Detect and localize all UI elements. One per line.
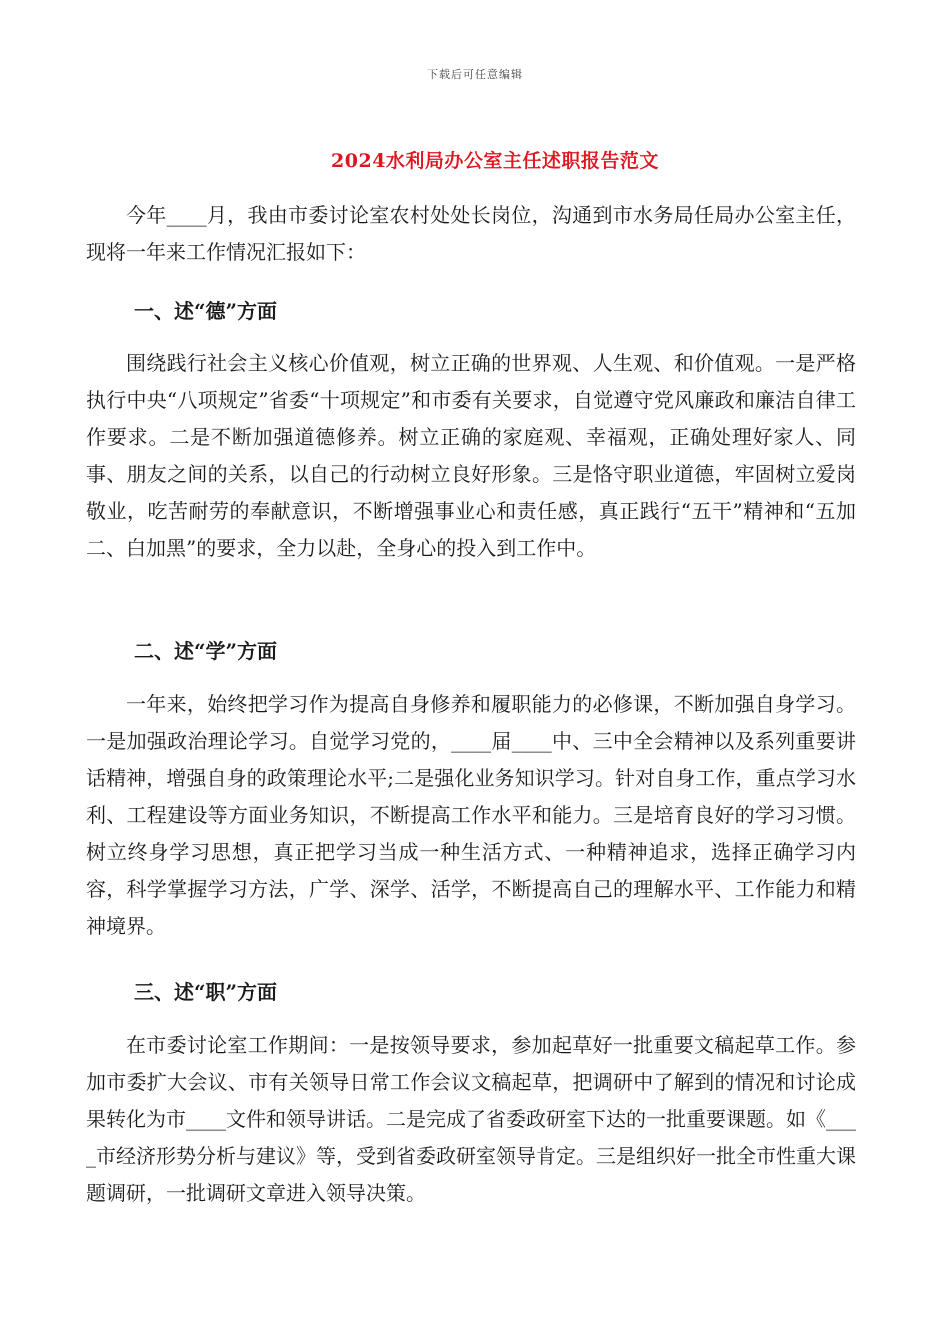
section-body-zhi: 在市委讨论室工作期间：一是按领导要求，参加起草好一批重要文稿起草工作。参加市委扩大会议、市有关领导日常工作会议文稿起草，把调研中了解到的情况和讨论成果转化为市____文件和领导讲话。二是完成了省委政研室下达的一批重要课题。如《____市经济形势分析与建议》等，受到省委政研室领导肯定。三是组织好一批全市性重大课题调研，一批调研文章进入领导决策。 [86,1033,856,1205]
intro-paragraph: 今年____月，我由市委讨论室农村处处长岗位，沟通到市水务局任局办公室主任，现将一年来工作情况汇报如下： [86,203,856,264]
header-note: 下载后可任意编辑 [427,68,523,81]
section-heading-xue: 二、述“学”方面 [134,639,278,663]
section-heading-zhi: 三、述“职”方面 [134,980,278,1004]
section-heading-de: 一、述“德”方面 [134,299,278,323]
section-body-xue: 一年来，始终把学习作为提高自身修养和履职能力的必修课，不断加强自身学习。一是加强政治理论学习。自觉学习党的，____届____中、三中全会精神以及系列重要讲话精神，增强自身的政策理论水平;二是强化业务知识学习。针对自身工作，重点学习水利、工程建设等方面业务知识，不断提高工作水平和能力。三是培育良好的学习习惯。树立终身学习思想，真正把学习当成一种生活方式、一种精神追求，选择正确学习内容，科学掌握学习方法，广学、深学、活学，不断提高自己的理解水平、工作能力和精神境界。 [86,692,856,938]
section-body-de: 围绕践行社会主义核心价值观，树立正确的世界观、人生观、和价值观。一是严格执行中央“八项规定”省委“十项规定”和市委有关要求，自觉遵守党风廉政和廉洁自律工作要求。二是不断加强道德修养。树立正确的家庭观、幸福观，正确处理好家人、同事、朋友之间的关系，以自己的行动树立良好形象。三是恪守职业道德，牢固树立爱岗敬业，吃苦耐劳的奉献意识，不断增强事业心和责任感，真正践行“五干”精神和“五加二、白加黑”的要求，全力以赴，全身心的投入到工作中。 [86,351,856,560]
document-title: 2024水利局办公室主任述职报告范文 [331,150,659,172]
